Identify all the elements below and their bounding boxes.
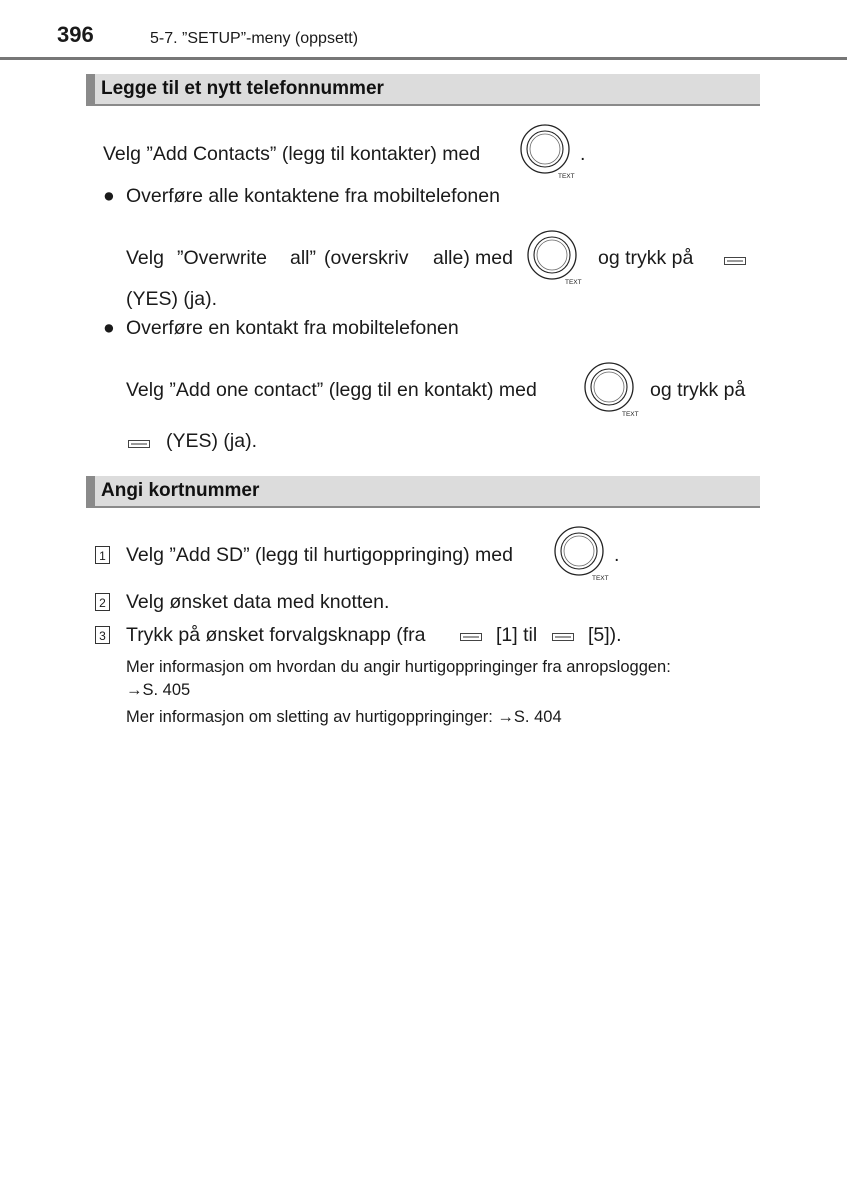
yes-button-icon — [724, 257, 746, 265]
preset-button-icon — [552, 633, 574, 641]
step-3-text: [5]). — [588, 624, 622, 646]
overwrite-word: all” — [290, 247, 317, 269]
yes-text: (YES) (ja). — [166, 430, 258, 452]
press-text: og trykk på — [650, 379, 746, 401]
note-history: Mer informasjon om hvordan du angir hurtigoppringinger fra anropsloggen: — [126, 658, 671, 676]
bullet-icon: ● — [103, 185, 115, 207]
note-history-ref: →S. 405 — [126, 681, 191, 699]
overwrite-word: med — [475, 247, 513, 269]
yes-button-icon — [128, 440, 150, 448]
step-number-2: 2 — [95, 593, 110, 611]
intro-period: . — [580, 143, 586, 165]
tune-knob-icon — [518, 123, 580, 179]
preset-button-icon — [460, 633, 482, 641]
step-1-period: . — [614, 544, 620, 566]
section-title: Angi kortnummer — [101, 480, 260, 501]
svg-text:TEXT: TEXT — [622, 411, 639, 417]
section-title: Legge til et nytt telefonnummer — [101, 78, 384, 99]
tune-knob-icon — [525, 229, 587, 285]
section-header-add-number — [86, 74, 760, 106]
step-1-text: Velg ”Add SD” (legg til hurtigoppringing) med — [126, 544, 513, 566]
step-3-text: [1] til — [496, 624, 538, 646]
bullet-title-all: Overføre alle kontaktene fra mobiltelefonen — [126, 185, 500, 207]
overwrite-word: alle) — [433, 247, 470, 269]
tune-knob-icon — [552, 525, 614, 581]
press-text: og trykk på — [598, 247, 694, 269]
overwrite-word: ”Overwrite — [177, 247, 267, 269]
svg-text:TEXT: TEXT — [565, 279, 582, 285]
overwrite-word: (overskriv — [324, 247, 409, 269]
step-3-text: Trykk på ønsket forvalgsknapp (fra — [126, 624, 426, 646]
page-number: 396 — [57, 22, 94, 47]
svg-text:TEXT: TEXT — [592, 575, 609, 581]
yes-text: (YES) (ja). — [126, 288, 218, 310]
overwrite-word: Velg — [126, 247, 164, 269]
header-divider — [0, 57, 847, 60]
add-one-text: Velg ”Add one contact” (legg til en kontakt) med — [126, 379, 537, 401]
tune-knob-icon — [582, 361, 644, 417]
knob-label: TEXT — [558, 173, 575, 179]
intro-text: Velg ”Add Contacts” (legg til kontakter) med — [103, 143, 481, 165]
step-number-1: 1 — [95, 546, 110, 564]
bullet-title-one: Overføre en kontakt fra mobiltelefonen — [126, 317, 459, 339]
step-number-3: 3 — [95, 626, 110, 644]
section-header-speed-dial — [86, 476, 760, 508]
section-accent — [86, 476, 95, 506]
section-accent — [86, 74, 95, 104]
bullet-icon: ● — [103, 317, 115, 339]
note-delete: Mer informasjon om sletting av hurtigoppringinger: →S. 404 — [126, 708, 562, 726]
chapter-title: 5-7. ”SETUP”-meny (oppsett) — [150, 30, 359, 47]
step-2-text: Velg ønsket data med knotten. — [126, 591, 390, 613]
